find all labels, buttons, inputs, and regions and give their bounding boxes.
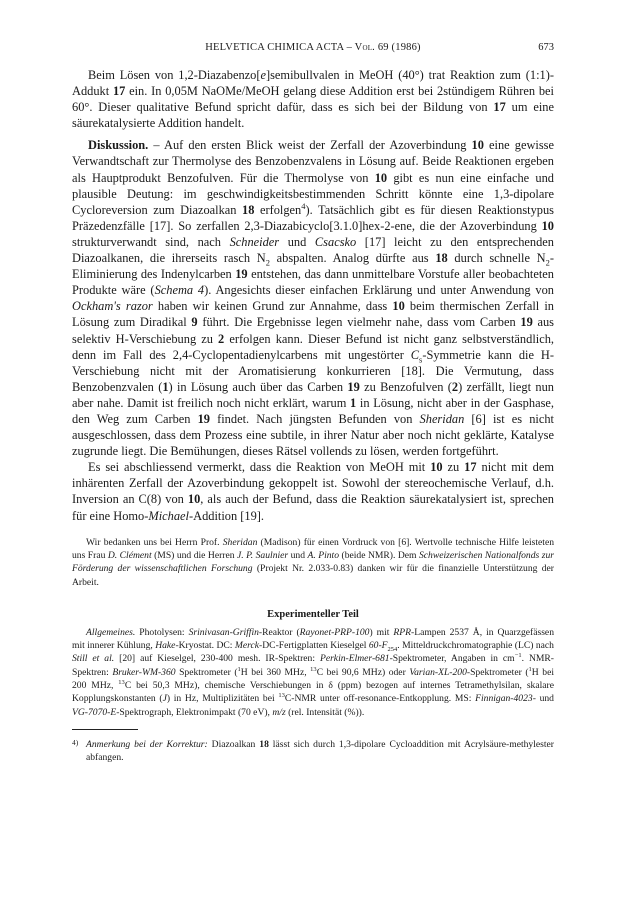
running-header bbox=[72, 42, 554, 62]
paragraph-addition: Beim Lösen von 1,2-Diazabenzo[e]semibullvalen in MeOH (40°) trat Reaktion zum (1:1)-Addukt 17 ein. In 0,05M NaOMe/MeOH gelang diese Addition erst bei 2stündigem Rühren bei 60°. Dieser qualitative Befund spricht dafür, dass es sich bei der Bildung von 17 um eine säurekatalysierte Addition handelt. bbox=[72, 68, 555, 131]
footnote-mark: 4) bbox=[72, 737, 79, 747]
section-title-experimental: Experimenteller Teil bbox=[267, 608, 359, 620]
page-number: 673 bbox=[538, 42, 554, 53]
footnote: 4) Anmerkung bei der Korrektur: Diazoalkan 18 lässt sich durch 1,3-dipolare Cycloaddition mit Acrylsäure-methylester abfangen. bbox=[72, 737, 554, 764]
paragraph-conclusion: Es sei abschliessend vermerkt, dass die Reaktion von MeOH mit 10 zu 17 nicht mit dem inhärenten Zerfall der Azoverbindung gekoppelt ist. Sowohl der stereochemische Verlauf, d.h. Inversion an C(8) von 10, als auch der Befund, dass die Reaktion säurekatalysiert ist, sprechen für eine Homo-Michael-Addition [19]. bbox=[72, 460, 555, 523]
journal-header: HELVETICA CHIMICA ACTA – Vol. 69 (1986) bbox=[205, 42, 421, 53]
paragraph-discussion: Diskussion. – Auf den ersten Blick weist der Zerfall der Azoverbindung 10 eine gewisse Verwandtschaft zur Thermolyse des Benzobenzvalens in Lösung auf. Beide Reaktionen ergeben als Hauptprodukt Benzofulven. Für die Thermolyse von 10 gibt es nun eine einfache und plausible Deutung: im geschwindigkeitsbestimmenden Schritt könnte eine 1,3-dipolare Cycloreversion zum Diazoalkan 18 erfolgen$^4$). Tatsächlich gibt es für diesen Reaktionstypus Präzedenzfälle [17]. So zerfallen 2,3-Diazabicyclo[3.1.0]hex-2-ene, die der Azoverbindung 10 strukturverwandt sind, nach Schneider und Csacsko [17] leicht zu den entsprechenden Diazoalkanen, die ihrerseits rasch $N_2$ abspalten. Analog dürfte aus 18 durch schnelle $N_2$-Eliminierung des Indenylcarben 19 entstehen, das dann unmittelbare Vorstufe aller beobachteten Produkte wäre (Schema 4). Angesichts dieser einfachen Erklärung und unter Anwendung von Ockham's razor haben wir keinen Grund zur Annahme, dass 10 beim thermischen Zerfall in Lösung zum Diradikal 9 führt. Die Ergebnisse legen vielmehr nahe, dass vom Carben 19 aus selektiv H-Verschiebung zu 2 erfolgen kann. Dieser Befund ist nicht ganz selbstverständlich, denn im Fall des 2,4-Cyclopentadienylcarbens mit ungestörter $C_s$-Symmetrie kann die H-Verschiebung nicht mit der Aromatisierung konkurrieren [18]. Die Vermutung, dass Benzobenzvalen (1) in Lösung auch über das Carben 19 zu Benzofulven (2) zerfällt, liegt nun aber nahe. Damit ist freilich noch nicht erklärt, warum 1 in Lösung, nicht aber in der Gasphase, den Weg zum Carben 19 findet. Nach jüngsten Befunden von Sheridan [6] ist es nicht ausgeschlossen, dass dem Prozess eine subtile, in ihrer Natur aber noch nicht geklärte, Katalyse zugrunde liegt. Die Bemühungen, dieses Rätsel vollends zu lösen, werden fortgeführt. bbox=[72, 138, 555, 459]
experimental-general: Allgemeines. Photolysen: Srinivasan-Griffin-Reaktor (Rayonet-PRP-100) mit RPR-Lampen 2537 Å, in Quarzgefässen mit innerer Kühlung, Hake-Kryostat. DC: Merck-DC-Fertigplatten Kieselgel $60-F_{254}$. Mitteldruckchromatographie (LC) nach Still et al. [20] auf Kieselgel, 230-400 mesh. IR-Spektren: Perkin-Elmer-681-Spektrometer, Angaben in $cm^{-1}$. NMR-Spektren: Bruker-WM-360 Spektrometer ($^1$H bei 360 MHz, $^{13}$C bei 90,6 MHz) oder Varian-XL-200-Spektrometer ($^1$H bei 200 MHz, $^{13}$C bei 50,3 MHz), chemische Verschiebungen in δ (ppm) bezogen auf internes Tetramethylsilan, skalare Kopplungskonstanten (J) in Hz, Multiplizitäten bei $^{13}$C-NMR unter off-resonance-Entkopplung. MS: Finnigan-4023- und VG-7070-E-Spektrograph, Elektronimpakt (70 eV), m/z (rel. Intensität (%)). bbox=[72, 626, 554, 718]
page bbox=[72, 42, 554, 764]
section-heading-discussion: Diskussion. bbox=[88, 138, 149, 153]
acknowledgment: Wir bedanken uns bei Herrn Prof. Sheridan (Madison) für einen Vordruck von [6]. Wertvolle technische Hilfe leisteten uns Frau D. Clément (MS) und die Herren J. P. Saulnier und A. Pinto (beide NMR). Dem Schweizerischen Nationalfonds zur Förderung der wissenschaftlichen Forschung (Projekt Nr. 2.033-0.83) danken wir für die finanzielle Unterstützung der Arbeit. bbox=[72, 536, 555, 588]
footnote-ref: 4 bbox=[301, 200, 306, 211]
body-text bbox=[72, 67, 554, 524]
footnote-divider bbox=[72, 729, 138, 730]
